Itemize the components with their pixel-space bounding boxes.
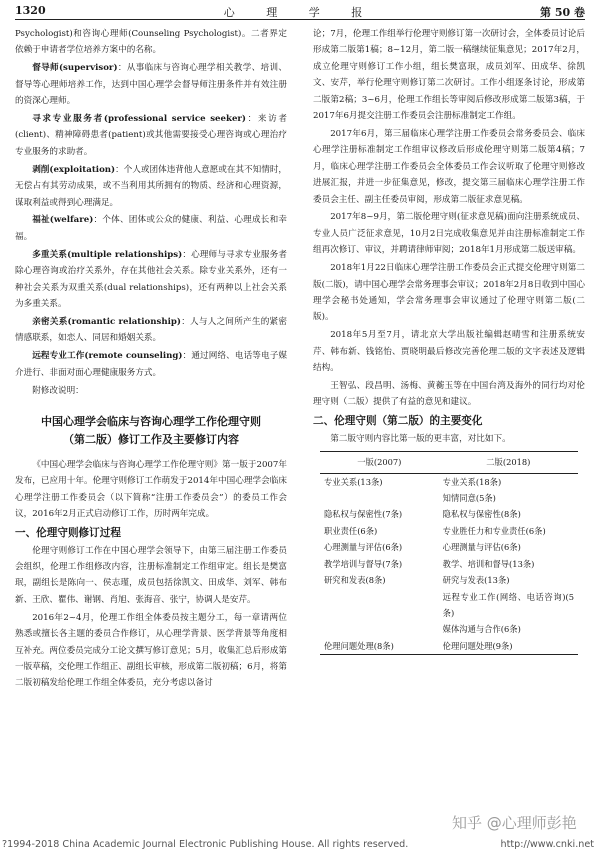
table-row	[320, 589, 578, 622]
table-cell	[320, 589, 439, 622]
definition-service-seeker	[15, 111, 287, 160]
table-cell: 教学培训与督导(7条)	[324, 558, 403, 569]
table-row	[320, 621, 578, 637]
table-row	[320, 523, 578, 539]
table-cell: 伦理问题处理(8条)	[320, 638, 439, 655]
table-row	[320, 506, 578, 522]
paragraph: 2018年1月22日临床心理学注册工作委员会正式提交伦理守则第二版(二版)，请中国心理学会常务理事会审议；2018年2月8日收到中国心理学会秘书处通知，学会常务理事会审议通过了伦理守则第二版(二版)。	[313, 263, 585, 323]
paragraph: 第二版守则内容比第一版的更丰富，对比如下。	[330, 433, 511, 444]
paragraph: 2018年5月至7月，请北京大学出版社编辑赵晴雪和注册系统安芹、韩布新、钱铭怡、贾晓明最后修改完善伦理二版的文字表述及逻辑结构。	[313, 330, 585, 374]
term: 远程专业工作(remote counseling)	[32, 351, 183, 362]
table-row	[320, 490, 578, 506]
table-cell	[320, 490, 439, 506]
table-row	[320, 539, 578, 555]
website-link[interactable]: http://www.cnki.net	[500, 839, 594, 850]
page-footer	[0, 830, 600, 856]
journal-title: 心 理 学 报	[223, 6, 377, 19]
paragraph: 2017年6月，第三届临床心理学注册工作委员会常务委员会、临床心理学注册标准制定工作组审议修改后形成伦理守则第二版第4稿；7月，临床心理学注册工作委员会全体委员工作会议听取了伦理守则修改进展汇报，并进一步征集意见，修改，提交第三届临床心理学注册工作委员会主任、副主任委员审阅，形成第二版征求意见稿。	[313, 128, 585, 205]
table-row	[320, 556, 578, 572]
paragraph: 论；7月，伦理工作组举行伦理守则修订第一次研讨会，全体委员讨论后形成第二版第1稿；8~12月，第二版一稿继续征集意见；2017年2月，成立伦理守则修订工作小组，组长樊富珉，成员刘军、田成华、徐凯文、安芹，举行伦理守则修订第二次研讨。工作小组逐条讨论，形成第二版第2稿；3~6月，伦理工作组长等审阅后修改形成第二版第3稿，于2017年6月提交注册工作委员会注册标准制定工作组。	[313, 29, 585, 122]
table-cell: 心理测量与评估(6条)	[324, 542, 403, 553]
definition-text: ：来访者(client)、精神障碍患者(patient)或其他需要接受心理咨询或心理治疗专业服务的求助者。	[15, 114, 287, 157]
definition-exploitation	[15, 162, 287, 211]
page-number: 1320	[15, 4, 46, 17]
definition-supervisor	[15, 60, 287, 109]
heading-main-changes: 二、伦理守则（第二版）的主要变化	[313, 414, 483, 427]
term: 多重关系(multiple relationships)	[32, 249, 183, 260]
column-header: 二版(2018)	[439, 452, 578, 473]
table-cell	[320, 621, 439, 637]
volume-label: 第 50 卷	[540, 6, 585, 19]
paragraph: 2017年8~9月，第二版伦理守则(征求意见稿)面向注册系统成员、专业人员广泛征求意见，10月2日完成收集意见并由注册标准制定工作组再次修订、审议，并聘请律师审阅；2018年1月形成第二版送审稿。	[313, 212, 585, 256]
table-cell: 伦理问题处理(9条)	[439, 638, 578, 655]
copyright-text: ?1994-2018 China Academic Journal Electronic Publishing House. All rights reserved.	[2, 839, 409, 850]
table-cell: 远程专业工作(网络、电话咨询)(5条)	[442, 591, 574, 618]
section-title	[15, 413, 287, 449]
table-cell: 职业责任(6条)	[324, 525, 378, 536]
table-cell: 隐私权与保密性(7条)	[324, 509, 403, 520]
definition-text: ：从事临床与咨询心理学相关教学、培训、督导等心理师培养工作，达到中国心理学会督导师注册条件并有效注册的资深心理师。	[15, 63, 287, 107]
paragraph: 王智弘、段昌明、汤梅、黄蘅玉等在中国台湾及海外的同行均对伦理守则（二版）提供了有益的意见和建议。	[313, 381, 585, 408]
title-line: 中国心理学会临床与咨询心理学工作伦理守则	[41, 414, 261, 428]
table-row	[320, 572, 578, 588]
intro-paragraph: 《中国心理学会临床与咨询心理学工作伦理守则》第一版于2007年发布，已应用十年。伦理守则修订工作萌发于2014年中国心理学会临床心理学注册工作委员会（以下简称“注册工作委员会”）的委员工作会议，2016年2月正式启动修订工作，历时两年完成。	[15, 459, 287, 520]
definition-welfare	[15, 212, 287, 245]
table-cell: 专业关系(13条)	[324, 476, 383, 487]
page-header	[15, 4, 585, 20]
table-cell: 专业关系(18条)	[442, 476, 502, 487]
table-row	[320, 473, 578, 490]
title-line: （第二版）修订工作及主要修订内容	[63, 432, 239, 446]
table-row	[320, 638, 578, 655]
left-column	[15, 26, 287, 693]
table-cell: 教学、培训和督导(13条)	[442, 558, 535, 569]
table-cell: 专业胜任力和专业责任(6条)	[442, 525, 546, 536]
heading-revision-process: 一、伦理守则修订过程	[15, 526, 121, 539]
paragraph: 2016年2~4月，伦理工作组全体委员按主题分工，每一章请两位熟悉或擅长各主题的委员合作修订，从心理学背景、医学背景等角度相互补充。两位委员完成分工论文撰写修订意见；5月，收集汇总后形成第一版草稿，交伦理工作组正、副组长审核，形成第二版初稿；6月，将第二版初稿发给伦理工作组全体委员，充分考虑以备讨	[15, 612, 287, 689]
definition-text: ：人与人之间所产生的紧密情感联系，如恋人、同居和婚姻关系。	[15, 316, 287, 344]
term: 剥削(exploitation)	[32, 164, 116, 175]
table-cell: 心理测量与评估(6条)	[442, 542, 521, 553]
definition-romantic-relationship	[15, 314, 287, 347]
comparison-table	[320, 451, 578, 655]
paragraph: 伦理守则修订工作在中国心理学会领导下，由第三届注册工作委员会组织，伦理工作组修改内容，注册标准制定工作组审定。组长是樊富珉，副组长是陈向一、侯志瑾，成员包括徐凯文、田成华、刘军、韩布新、王欣、瞿伟、谢钢、肖旭、张海音、张宁，协调人是安芹。	[15, 545, 287, 605]
definition-text: ：通过网络、电话等电子媒介进行、非面对面心理健康服务方式。	[15, 351, 287, 378]
definition-text: ：个人或团体违背他人意愿或在其不知情时，无偿占有其劳动成果，或不当利用其所拥有的物质、经济和心理资源，谋取利益或得到心理满足。	[15, 164, 288, 208]
table-cell: 研究与发表(13条)	[442, 575, 510, 586]
definition-text: ：个体、团体或公众的健康、利益、心理成长和幸福。	[15, 215, 287, 242]
table-header-row	[320, 452, 578, 473]
term: 福祉(welfare)	[32, 215, 94, 226]
table-cell: 知情同意(5条)	[442, 493, 496, 504]
table-cell: 隐私权与保密性(8条)	[442, 509, 521, 520]
paragraph: Psychologist)和咨询心理师(Counseling Psychologist)。二者界定依赖于申请者学位培养方案中的名称。	[15, 29, 287, 56]
definition-remote-counseling	[15, 348, 287, 381]
appendix-label: 附修改说明：	[32, 385, 84, 396]
table-cell: 媒体沟通与合作(6条)	[442, 624, 521, 635]
zhihu-watermark: 知乎 @心理师彭艳	[452, 814, 577, 832]
term: 督导师(supervisor)	[32, 63, 118, 74]
definition-text: ：心理师与寻求专业服务者除心理咨询或治疗关系外，存在其他社会关系。除专业关系外，还有一种社会关系为双重关系(dual relationships)，还有两种以上社会关系为多重关系。	[15, 249, 287, 309]
definition-multiple-relationships	[15, 247, 287, 313]
table-cell: 研究和发表(8条)	[324, 575, 386, 586]
right-column	[313, 26, 585, 655]
term: 亲密关系(romantic relationship)	[32, 316, 181, 327]
term: 寻求专业服务者(professional service seeker)	[32, 114, 247, 125]
column-header: 一版(2007)	[320, 452, 439, 473]
